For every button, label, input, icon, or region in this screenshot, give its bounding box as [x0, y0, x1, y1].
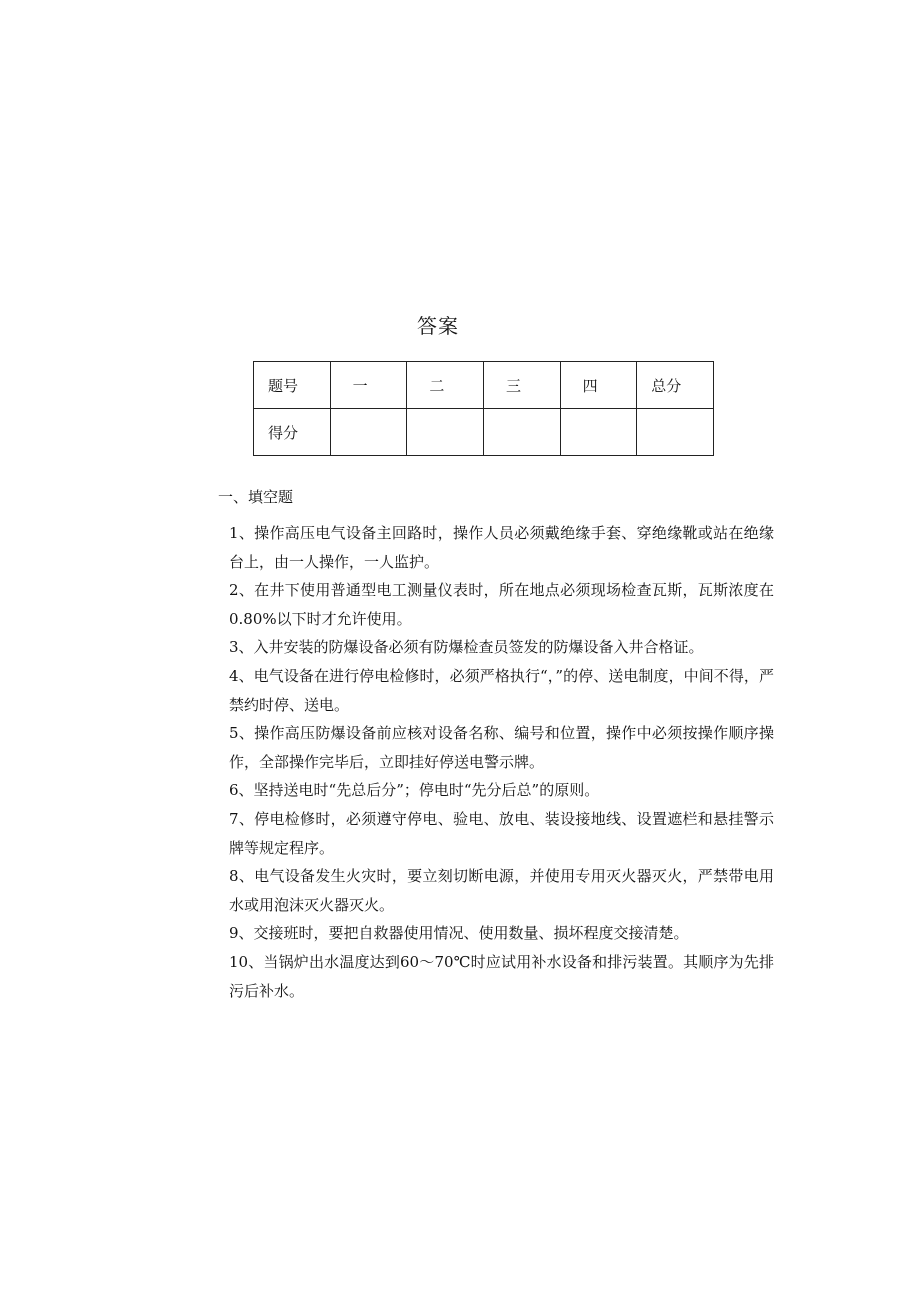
answer-item: 5、操作高压防爆设备前应核对设备名称、编号和位置，操作中必须按操作顺序操作，全部操作完毕后，立即挂好停送电警示牌。 [229, 724, 774, 771]
score-cell [560, 409, 637, 456]
score-table-header-cell: 一 [330, 362, 407, 409]
answer-item: 7、停电检修时，必须遵守停电、验电、放电、装设接地线、设置遮栏和悬挂警示牌等规定程序。 [229, 809, 774, 857]
answer-item: 9、交接班时，要把自救器使用情况、使用数量、损坏程度交接清楚。 [229, 924, 689, 943]
title-text: 答案 [417, 314, 459, 338]
answer-item: 6、坚持送电时“先总后分”；停电时“先分后总”的原则。 [229, 781, 600, 800]
answer-item: 3、入井安装的防爆设备必须有防爆检查员签发的防爆设备入井合格证。 [229, 638, 704, 657]
score-cell [407, 409, 484, 456]
score-table-header-cell: 题号 [254, 362, 331, 409]
score-table-header-cell: 总分 [637, 362, 714, 409]
answer-item: 1、操作高压电气设备主回路时，操作人员必须戴绝缘手套、穿绝缘靴或站在绝缘台上，由一人操作，一人监护。 [229, 524, 774, 571]
answer-item: 10、当锅炉出水温度达到60～70℃时应试用补水设备和排污装置。其顺序为先排污后补水。 [229, 952, 774, 1000]
answer-item: 2、在井下使用普通型电工测量仪表时，所在地点必须现场检查瓦斯，瓦斯浓度在0.80%以下时才允许使用。 [229, 581, 774, 628]
section-heading: 一、填空题 [218, 488, 294, 506]
score-table-score-row [254, 409, 714, 456]
score-table-header-cell: 三 [483, 362, 560, 409]
answer-list [229, 519, 774, 1005]
score-table [253, 361, 714, 456]
page-title [0, 310, 920, 339]
score-table-header-cell: 四 [560, 362, 637, 409]
score-table-header-row [254, 362, 714, 409]
score-cell [483, 409, 560, 456]
answer-item: 4、电气设备在进行停电检修时，必须严格执行“，”的停、送电制度，中间不得，严禁约时停、送电。 [229, 666, 774, 714]
score-cell [330, 409, 407, 456]
score-cell [637, 409, 714, 456]
score-table-header-cell: 二 [407, 362, 484, 409]
score-row-label: 得分 [254, 409, 331, 456]
answer-item: 8、电气设备发生火灾时，要立刻切断电源，并使用专用灭火器灭火，严禁带电用水或用泡沫灭火器灭火。 [229, 867, 774, 914]
